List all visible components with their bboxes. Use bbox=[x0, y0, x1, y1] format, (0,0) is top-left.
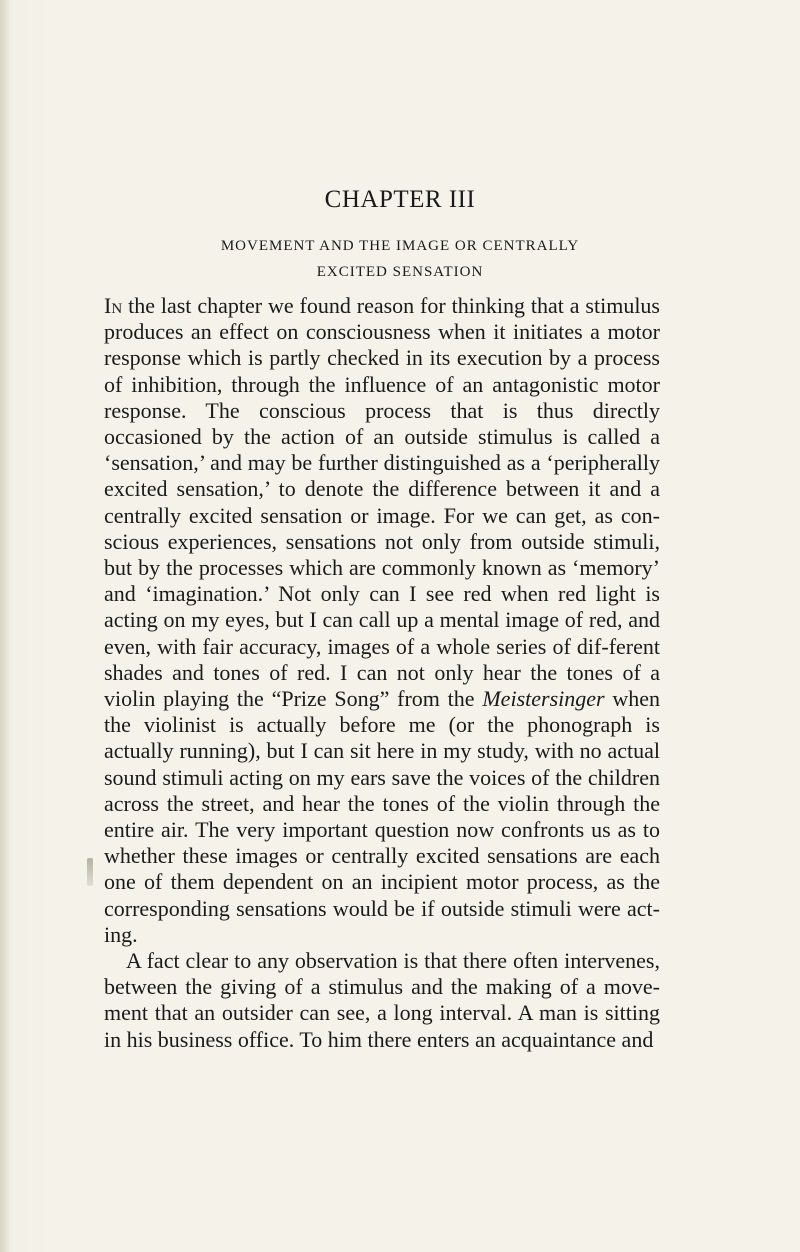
paragraph-1-italic-title: Meistersinger bbox=[482, 686, 605, 712]
paragraph-1-part-2: when the violinist is actually before me (or the phonograph is actually running), but I can sit here in my study, with no actual sound stimuli acting on my ears save the voices of the children across the street, and hear the tones of the violin through the entire air. The very important question now confronts us as to whether these images or centrally excited sensations are each one of them dependent on an incipient motor process, as the corresponding sensations would be if outside stimuli were act-ing. bbox=[104, 686, 661, 947]
chapter-subtitle-line-1: MOVEMENT AND THE IMAGE OR CENTRALLY bbox=[220, 238, 580, 254]
paragraph-1-part-1: the last chapter we found reason for thinking that a stimulus produces an effect on consciousness when it initiates a motor response which is partly checked in its execution by a process of inhibition, through the influence of an antagonistic motor response. The conscious process that is thus directly occasioned by the action of an outside stimulus is called a ‘sensation,’ and may be further distinguished as a ‘peripherally excited sensation,’ to denote the difference between it and a centrally excited sensation or image. For we can get, as con-scious experiences, sensations not only from outside stimuli, but by the processes which are commonly known as ‘memory’ and ‘imagination.’ Not only can I see red when red light is acting on my eyes, but I can call up a mental image of red, and even, with fair accuracy, images of a whole series of dif-ferent shades and tones of red. I can not only hear the tones of a violin playing the “Prize Song” from the bbox=[104, 293, 660, 712]
paragraph-1 bbox=[104, 293, 660, 948]
chapter-title: CHAPTER III bbox=[324, 186, 476, 213]
paragraph-1-lead-word: In bbox=[104, 293, 123, 318]
chapter-subtitle-line-2: EXCITED SENSATION bbox=[316, 264, 484, 280]
body-text bbox=[104, 293, 660, 1053]
margin-mark bbox=[87, 858, 93, 886]
paragraph-2: A fact clear to any observation is that there often intervenes, between the giving of a stimulus and the making of a move-ment that an outsider can see, a long interval. A man is sitting in his business office. To him there enters an acquaintance and bbox=[104, 948, 660, 1052]
